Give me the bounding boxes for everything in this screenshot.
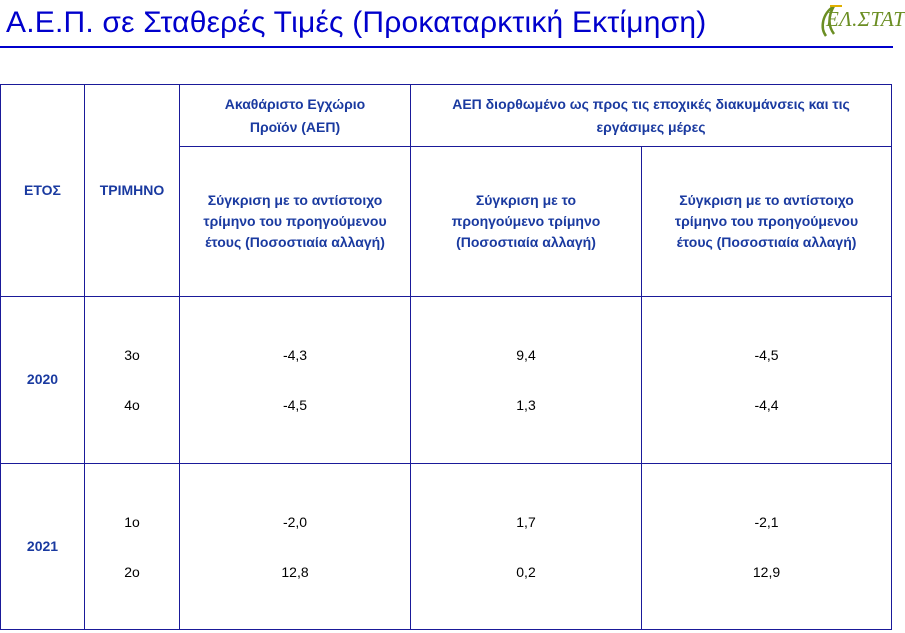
year-cell <box>1 464 85 630</box>
header-col2-cell <box>411 147 642 297</box>
gdp-yoy-value: -2,0 <box>282 513 308 530</box>
header-adjusted-group: ΑΕΠ διορθωμένο ως προς τις εποχικές διακυμάνσεις και τις εργάσιμες μέρες <box>452 95 850 135</box>
title-underline <box>0 46 893 48</box>
page-title: Α.Ε.Π. σε Σταθερές Τιμές (Προκαταρκτική Εκτίμηση) <box>6 6 707 39</box>
adj-qoq-value: 9,4 <box>516 347 536 363</box>
header-gdp-group-cell <box>180 85 411 147</box>
gdp-yoy-value: -4,5 <box>282 397 308 413</box>
header-col1-cell <box>180 147 411 297</box>
header-year-cell <box>1 85 85 297</box>
table-row-2020 <box>1 297 892 464</box>
gdp-table <box>0 84 892 630</box>
year-cell <box>1 297 85 464</box>
gdp-yoy-value: 12,8 <box>281 563 309 580</box>
header-gdp-yoy: Σύγκριση με το αντίστοιχο τρίμηνο του προηγούμενου έτους (Ποσοστιαία αλλαγή) <box>203 192 387 250</box>
header-year: ΕΤΟΣ <box>24 182 61 198</box>
quarter-label: 1ο <box>124 513 140 530</box>
header-col3-cell <box>642 147 892 297</box>
adj-yoy-cell <box>642 464 892 630</box>
adj-qoq-cell <box>411 464 642 630</box>
header-gdp-group: Ακαθάριστο Εγχώριο Προϊόν (ΑΕΠ) <box>224 95 366 135</box>
header-adjusted-group-cell <box>411 85 892 147</box>
gdp-yoy-cell <box>180 464 411 630</box>
adj-yoy-value: -4,4 <box>754 397 779 413</box>
adj-yoy-value: -2,1 <box>754 513 779 530</box>
adj-yoy-value: 12,9 <box>752 563 781 580</box>
header-adjusted-qoq: Σύγκριση με το προηγούμενο τρίμηνο (Ποσοστιαία αλλαγή) <box>451 192 601 250</box>
adj-qoq-cell <box>411 297 642 464</box>
header-adjusted-yoy: Σύγκριση με το αντίστοιχο τρίμηνο του προηγούμενου έτους (Ποσοστιαία αλλαγή) <box>674 192 859 250</box>
table-row-2021 <box>1 464 892 630</box>
quarter-label: 2ο <box>124 563 140 580</box>
adj-qoq-value: 0,2 <box>516 563 536 580</box>
year-2021: 2021 <box>26 537 59 554</box>
adj-yoy-value: -4,5 <box>754 347 779 363</box>
header-quarter-cell <box>85 85 180 297</box>
quarter-cell <box>85 464 180 630</box>
adj-qoq-value: 1,7 <box>516 513 536 530</box>
year-2020: 2020 <box>26 371 59 387</box>
gdp-yoy-value: -4,3 <box>282 347 308 363</box>
logo-text: ΕΛ.ΣΤΑΤ <box>826 7 905 31</box>
adj-qoq-value: 1,3 <box>516 397 536 413</box>
gdp-yoy-cell <box>180 297 411 464</box>
quarter-label: 4ο <box>124 397 140 413</box>
quarter-cell <box>85 297 180 464</box>
adj-yoy-cell <box>642 297 892 464</box>
header-quarter: ΤΡΙΜΗΝΟ <box>99 182 165 198</box>
quarter-label: 3ο <box>124 347 140 363</box>
